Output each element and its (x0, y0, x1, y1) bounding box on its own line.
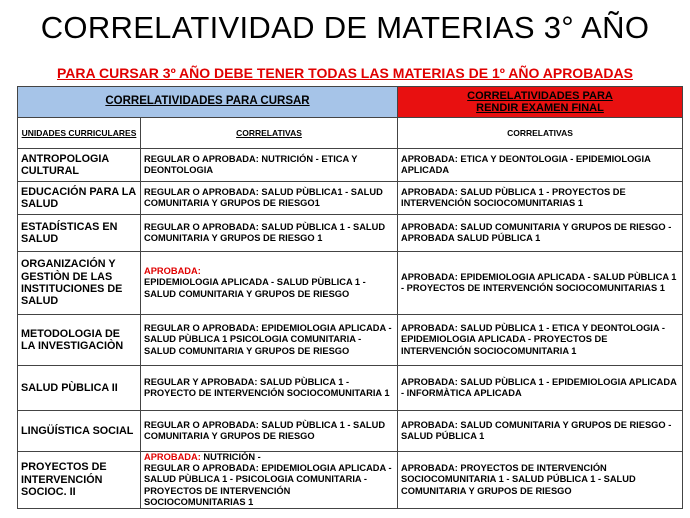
rendir-cell: APROBADA: SALUD PÙBLICA 1 - PROYECTOS DE INTERVENCIÓN SOCIOCOMUNITARIAS 1 (398, 182, 683, 215)
subject-cell: ESTADÍSTICAS EN SALUD (18, 215, 141, 252)
correlativas-header-1: CORRELATIVAS (141, 118, 398, 149)
correlativas-header-2: CORRELATIVAS (398, 118, 683, 149)
page-subtitle: PARA CURSAR 3º AÑO DEBE TENER TODAS LAS MATERIAS DE 1º AÑO APROBADAS (57, 65, 633, 81)
cursar-text: REGULAR O APROBADA: EPIDEMIOLOGIA APLICADA - SALUD PÙBLICA 1 - PSICOLOGIA COMUNITARIA - PROYECTOS DE INTERVENCIÓN SOCIOCOMUNITARIAS 1 (144, 463, 392, 507)
table-row (18, 411, 683, 452)
rendir-cell: APROBADA: EPIDEMIOLOGIA APLICADA - SALUD PÙBLICA 1 - PROYECTOS DE INTERVENCIÓN SOCIOCOMUNITARIAS 1 (398, 252, 683, 315)
cursar-first-line: NUTRICIÓN - (203, 452, 261, 462)
cursar-text: EPIDEMIOLOGIA APLICADA - SALUD PÙBLICA 1 - SALUD COMUNITARIA Y GRUPOS DE RIESGO (144, 277, 366, 299)
table-row (18, 215, 683, 252)
cursar-cell (141, 452, 398, 509)
subject-cell: ORGANIZACIÓN Y GESTIÒN DE LAS INSTITUCIONES DE SALUD (18, 252, 141, 315)
table-row (18, 366, 683, 411)
unidades-header: UNIDADES CURRICULARES (18, 118, 141, 149)
subject-cell: SALUD PÙBLICA II (18, 366, 141, 411)
header-cursar: CORRELATIVIDADES PARA CURSAR (18, 87, 398, 118)
rendir-cell: APROBADA: SALUD COMUNITARIA Y GRUPOS DE RIESGO - SALUD PÚBLICA 1 (398, 411, 683, 452)
table-row (18, 315, 683, 366)
table-row (18, 252, 683, 315)
rendir-cell: APROBADA: ETICA Y DEONTOLOGIA - EPIDEMIOLOGIA APLICADA (398, 149, 683, 182)
aprobada-label: APROBADA: (144, 266, 201, 277)
subject-cell: METODOLOGIA DE LA INVESTIGACIÒN (18, 315, 141, 366)
cursar-cell (141, 252, 398, 315)
aprobada-label: APROBADA: (144, 452, 201, 462)
subject-cell: ANTROPOLOGIA CULTURAL (18, 149, 141, 182)
cursar-cell: REGULAR O APROBADA: SALUD PÙBLICA1 - SALUD COMUNITARIA Y GRUPOS DE RIESGO1 (141, 182, 398, 215)
rendir-cell: APROBADA: SALUD COMUNITARIA Y GRUPOS DE RIESGO - APROBADA SALUD PÚBLICA 1 (398, 215, 683, 252)
cursar-cell: REGULAR O APROBADA: EPIDEMIOLOGIA APLICADA - SALUD PÙBLICA 1 PSICOLOGIA COMUNITARIA - SALUD COMUNITARIA Y GRUPOS DE RIESGO (141, 315, 398, 366)
header-row (18, 87, 683, 118)
subject-cell: PROYECTOS DE INTERVENCIÓN SOCIOC. II (18, 452, 141, 509)
rendir-cell: APROBADA: SALUD PÙBLICA 1 - EPIDEMIOLOGIA APLICADA - INFORMÀTICA APLICADA (398, 366, 683, 411)
subject-cell: LINGÜÍSTICA SOCIAL (18, 411, 141, 452)
rendir-cell: APROBADA: PROYECTOS DE INTERVENCIÓN SOCIOCOMUNITARIA 1 - SALUD PÚBLICA 1 - SALUD COMUNITARIA Y GRUPOS DE RIESGO (398, 452, 683, 509)
header-rendir: CORRELATIVIDADES PARA RENDIR EXAMEN FINAL (398, 87, 683, 118)
table-row (18, 452, 683, 509)
cursar-cell: REGULAR Y APROBADA: SALUD PÙBLICA 1 - PROYECTO DE INTERVENCIÓN SOCIOCOMUNITARIA 1 (141, 366, 398, 411)
correlatividades-table (17, 86, 683, 509)
cursar-cell: REGULAR O APROBADA: NUTRICIÓN - ETICA Y DEONTOLOGIA (141, 149, 398, 182)
cursar-cell: REGULAR O APROBADA: SALUD PÙBLICA 1 - SALUD COMUNITARIA Y GRUPOS DE RIESGO 1 (141, 215, 398, 252)
subheader-row (18, 118, 683, 149)
subject-cell: EDUCACIÓN PARA LA SALUD (18, 182, 141, 215)
table-row (18, 149, 683, 182)
cursar-cell: REGULAR O APROBADA: SALUD PÙBLICA 1 - SALUD COMUNITARIA Y GRUPOS DE RIESGO (141, 411, 398, 452)
table-row (18, 182, 683, 215)
page-title: CORRELATIVIDAD DE MATERIAS 3° AÑO (40, 10, 650, 45)
rendir-cell: APROBADA: SALUD PÙBLICA 1 - ETICA Y DEONTOLOGIA - EPIDEMIOLOGIA APLICADA - PROYECTOS DE INTERVENCIÓN SOCIOCOMUNITARIA 1 (398, 315, 683, 366)
